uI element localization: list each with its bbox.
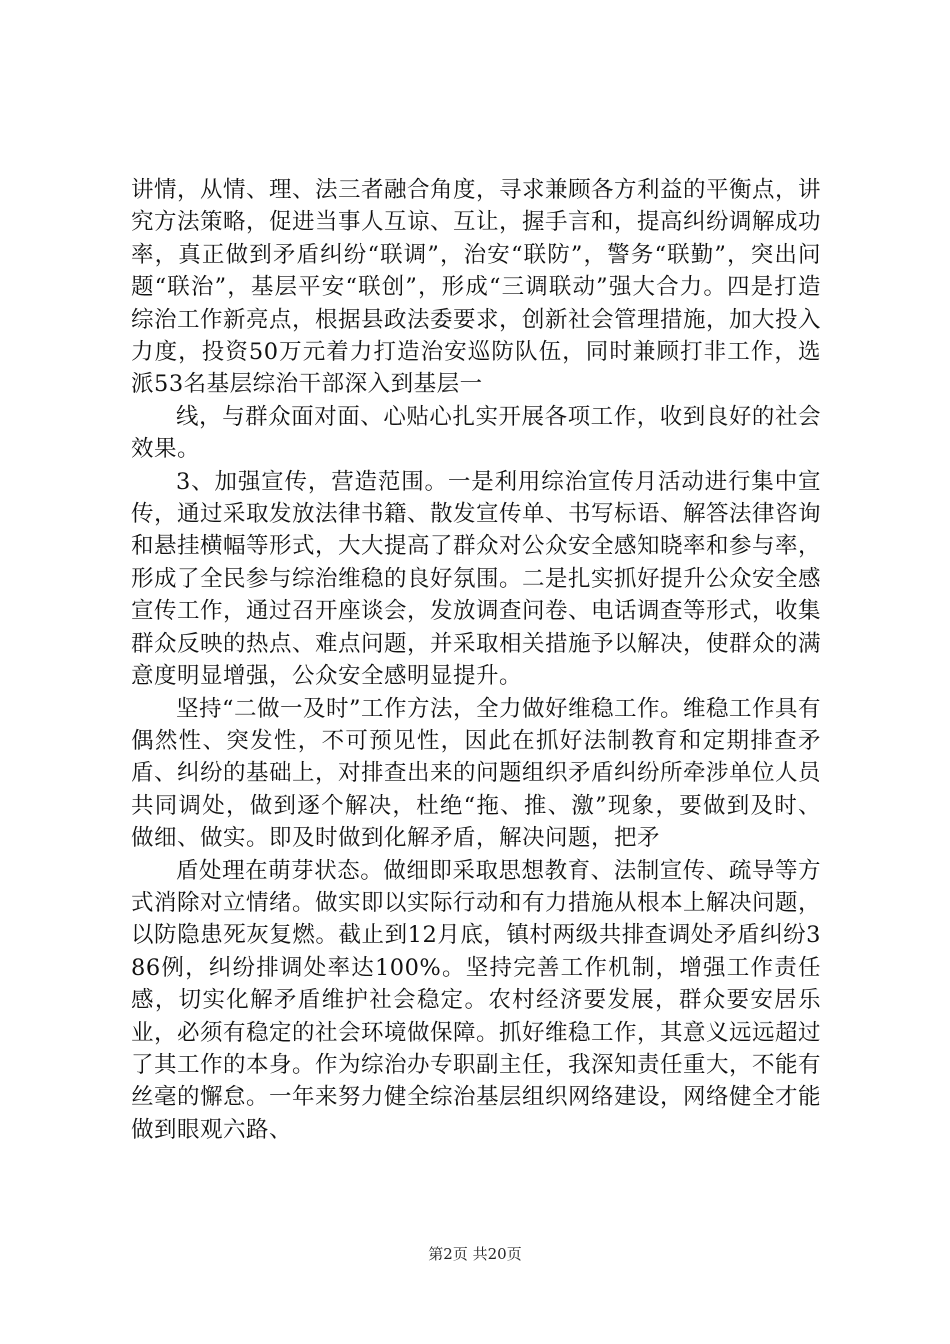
- body-text: [131, 174, 821, 1146]
- page-number-footer: 第2页 共20页: [428, 1245, 522, 1263]
- paragraph-5: 盾处理在萌芽状态。做细即采取思想教育、法制宣传、疏导等方式消除对立情绪。做实即以实际行动和有力措施从根本上解决问题，以防隐患死灰复燃。截止到12月底，镇村两级共排查调处矛盾纠纷386例，纠纷排调处率达100%。坚持完善工作机制，增强工作责任感，切实化解矛盾维护社会稳定。农村经济要发展，群众要安居乐业，必须有稳定的社会环境做保障。抓好维稳工作，其意义远远超过了其工作的本身。作为综治办专职副主任，我深知责任重大，不能有丝毫的懈怠。一年来努力健全综治基层组织网络建设，网络健全才能做到眼观六路、: [131, 857, 822, 1143]
- paragraph-3: 3、加强宣传，营造范围。一是利用综治宣传月活动进行集中宣传，通过采取发放法律书籍、散发宣传单、书写标语、解答法律咨询和悬挂横幅等形式，大大提高了群众对公众安全感知晓率和参与率，形成了全民参与综治维稳的良好氛围。二是扎实抓好提升公众安全感宣传工作，通过召开座谈会，发放调查问卷、电话调查等形式，收集群众反映的热点、难点问题，并采取相关措施予以解决，使群众的满意度明显增强，公众安全感明显提升。: [131, 468, 822, 690]
- paragraph-2: 线，与群众面对面、心贴心扎实开展各项工作，收到良好的社会效果。: [131, 403, 821, 463]
- paragraph-1: 讲情，从情、理、法三者融合角度，寻求兼顾各方利益的平衡点，讲究方法策略，促进当事人互谅、互让，握手言和，提高纠纷调解成功率，真正做到矛盾纠纷“联调”，治安“联防”，警务“联勤”，突出问题“联治”，基层平安“联创”，形成“三调联动”强大合力。四是打造综治工作新亮点，根据县政法委要求，创新社会管理措施，加大投入力度，投资50万元着力打造治安巡防队伍，同时兼顾打非工作，选派53名基层综治干部深入到基层一: [131, 177, 822, 398]
- paragraph-4: 坚持“二做一及时”工作方法，全力做好维稳工作。维稳工作具有偶然性、突发性，不可预见性，因此在抓好法制教育和定期排查矛盾、纠纷的基础上，对排查出来的问题组织矛盾纠纷所牵涉单位人员共同调处，做到逐个解决，杜绝“拖、推、激”现象，要做到及时、做细、做实。即及时做到化解矛盾，解决问题，把矛: [131, 695, 822, 852]
